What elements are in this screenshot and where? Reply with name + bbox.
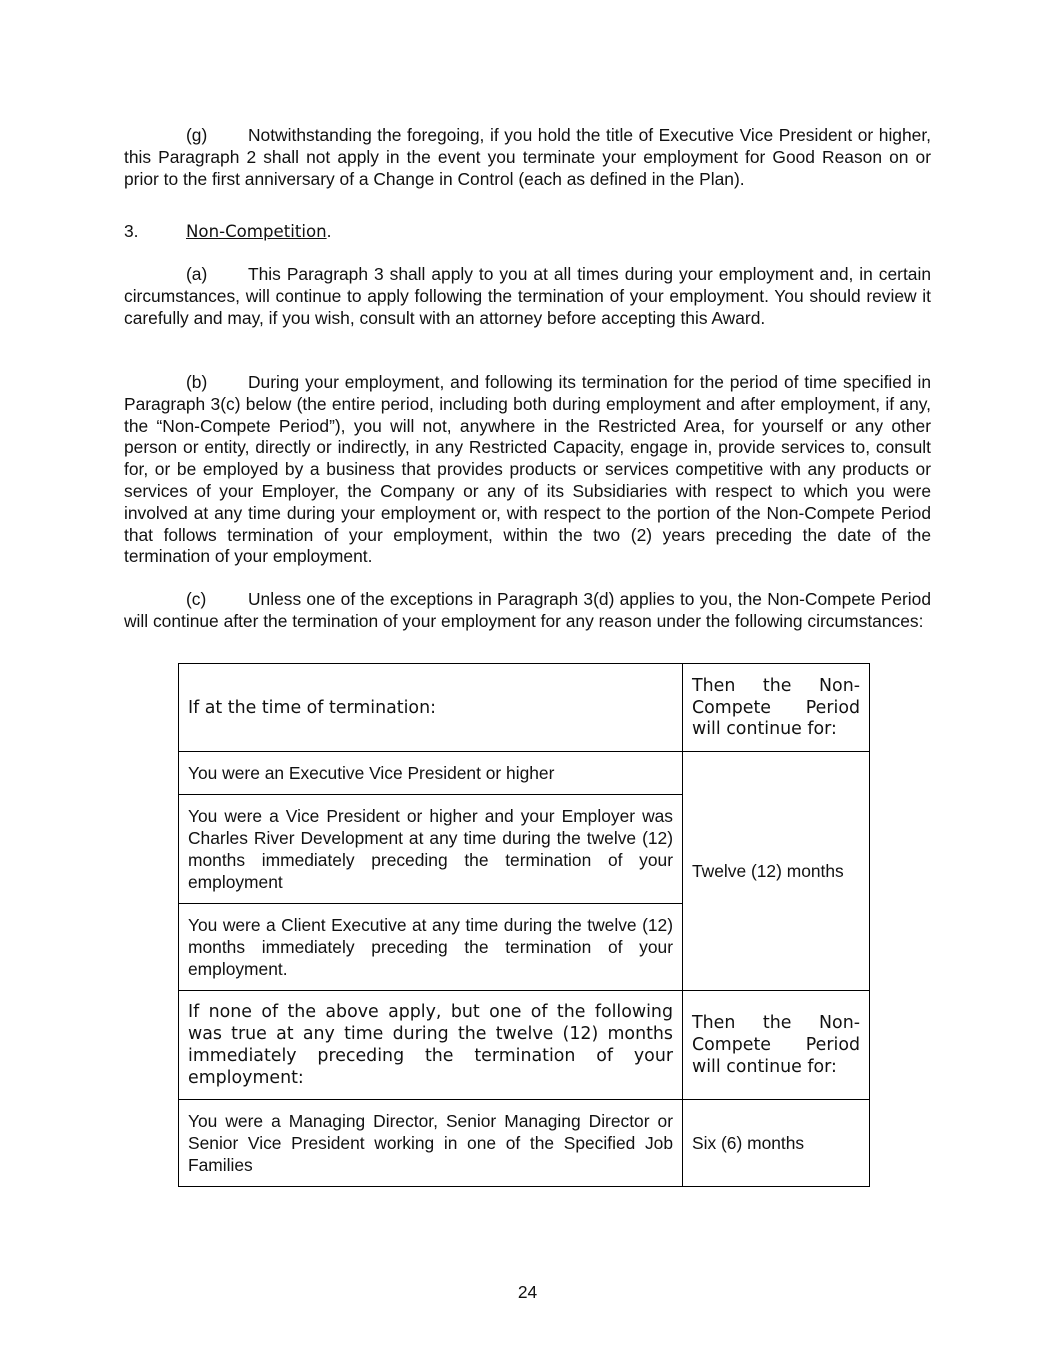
section-number: 3.	[124, 221, 139, 241]
paragraph-text: During your employment, and following its termination for the period of time specified in Paragraph 3(c) below (the entire period, including both during employment and after employment, if any, the “Non-Compete Period”), you will not, anywhere in the Restricted Area, for yourself or any other person or entity, directly or indirectly, in any Restricted Capacity, engage in, provide services to, consult for, or be employed by a business that provides products or services competitive with any products or services of your Employer, the Company or any of its Subsidiaries with respect to which you were involved at any time during your employment or, with respect to the portion of the Non-Compete Period that follows termination of your employment, within the two (2) years preceding the date of the termination of your employment.	[124, 372, 931, 567]
table-cell-condition: You were a Managing Director, Senior Managing Director or Senior Vice President working in one of the Specified Job Families	[179, 1100, 683, 1187]
paragraph-3b	[124, 372, 931, 568]
page-number: 24	[517, 1282, 538, 1302]
paragraph-text: Unless one of the exceptions in Paragraph 3(d) applies to you, the Non-Compete Period will continue after the termination of your employment for any reason under the following circumstances:	[124, 589, 931, 631]
table-cell-condition: You were a Vice President or higher and your Employer was Charles River Development at any time during the twelve (12) months immediately preceding the termination of your employment	[179, 795, 683, 904]
table-subheader-period: Then the Non-Compete Period will continue for:	[683, 991, 870, 1100]
paragraph-3c	[124, 589, 931, 633]
table-cell-period-six-months: Six (6) months	[683, 1100, 870, 1187]
section-title-period: .	[326, 221, 332, 241]
table-header-period: Then the Non-Compete Period will continue for:	[683, 664, 870, 752]
paragraph-label: (b)	[186, 372, 208, 392]
paragraph-text: This Paragraph 3 shall apply to you at all times during your employment and, in certain circumstances, will continue to apply following the termination of your employment. You should review it carefully and may, if you wish, consult with an attorney before accepting this Award.	[124, 264, 931, 328]
non-compete-period-table	[178, 663, 870, 1187]
table-cell-period-twelve-months: Twelve (12) months	[683, 752, 870, 991]
section-heading	[124, 221, 331, 243]
paragraph-label: (g)	[186, 125, 208, 145]
paragraph-label: (c)	[186, 589, 207, 609]
table-cell-condition: You were an Executive Vice President or higher	[179, 752, 683, 795]
paragraph-label: (a)	[186, 264, 208, 284]
table-cell-condition: You were a Client Executive at any time during the twelve (12) months immediately preceding the termination of your employment.	[179, 904, 683, 991]
table-subheader-condition: If none of the above apply, but one of the following was true at any time during the twelve (12) months immediately preceding the termination of your employment:	[179, 991, 683, 1100]
table-header-condition: If at the time of termination:	[179, 664, 683, 752]
section-title: Non-Competition	[186, 222, 327, 241]
table-subheader-row	[179, 991, 870, 1100]
paragraph-text: Notwithstanding the foregoing, if you hold the title of Executive Vice President or higher, this Paragraph 2 shall not apply in the event you terminate your employment for Good Reason on or prior to the first anniversary of a Change in Control (each as defined in the Plan).	[124, 125, 931, 189]
paragraph-2g	[124, 125, 931, 190]
table-header-row	[179, 664, 870, 752]
table-row	[179, 752, 870, 795]
table-row	[179, 1100, 870, 1187]
paragraph-3a	[124, 264, 931, 329]
